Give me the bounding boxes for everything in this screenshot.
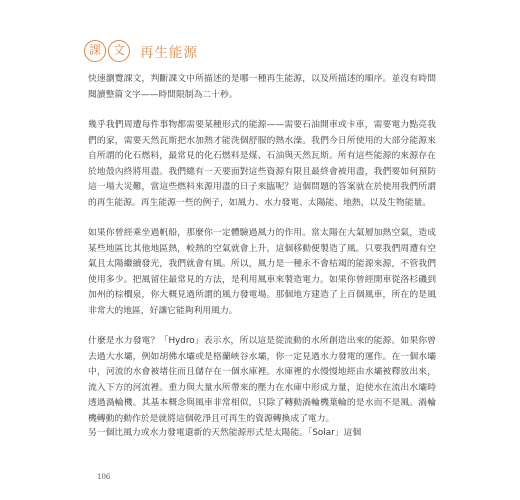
instruction-text: 快速瀏覽課文，判斷課文中所描述的是哪一種再生能源，以及所描述的順序。並沒有時間閱讀整篇文字——時間限制為二十秒。 (88, 74, 436, 100)
page-number: 106 (97, 473, 111, 481)
lesson-badge-2: 文 (108, 40, 130, 62)
body-paragraph-1: 幾乎我們周遭每件事物都需要某種形式的能源——需要石油開車或卡車，需要電力點亮我們的家，需要天然瓦斯把水加熱才能洗個舒服的熱水澡。我們今日所使用的大部分能源來自所謂的化石燃料，最常見的化石燃料是煤、石油與天然瓦斯。所有這些能源的來源存在於地殼內終將用盡。我們總有一天要面對這些資源有限且最終會被用盡，我們要如何預防這一場大災難，當這些燃料來源用盡的日子來臨呢？這個問題的答案就在於使用我們所謂的再生能源。再生能源一些的例子，如風力、水力發電、太陽能、地熱，以及生物能量。 (88, 120, 436, 208)
body-paragraph-2: 如果你曾經乘坐過帆船，那麼你一定體驗過風力的作用。當太陽在大氣層加熱空氣，造成某些地區比其他地區熱，較熱的空氣就會上升，這個移動便製造了風。只要我們周遭有空氣且太陽繼續發光，我們就會有風。所以，風力是一種永不會枯竭的能源來源，不管我們使用多少。把風留住最常見的方法，是利用風車來製造電力。如果你曾經開車從洛杉磯到加州的棕櫚泉，你大概見過所謂的風力發電場。那個地方建造了上百個風車，所在的是風非常大的地區，好讓它能夠利用風力。 (88, 228, 436, 316)
body-paragraph-4: 另一個比風力或水力發電還新的天然能源形式是太陽能。「Solar」這個 (88, 428, 362, 438)
lesson-badge-1: 課 (84, 40, 106, 62)
section-header (84, 39, 198, 63)
section-title: 再生能源 (140, 45, 198, 61)
body-paragraph-3: 什麼是水力發電？「Hydro」表示水，所以這是從流動的水所創造出來的能源。如果你曾去過大水壩，例如胡佛水壩或是格蘭峽谷水壩，你一定見過水力發電的運作。在一個水壩中，河流的水會被堵住而且儲存在一個水庫裡。水庫裡的水慢慢地經由水壩被釋放出來，流入下方的河流裡。重力與大量水所帶來的壓力在水庫中形成力量，迫使水在流出水壩時透過渦輪機。其基本概念與風車非常相似，只除了轉動渦輪機葉輪的是水而不是風。渦輪機轉動的動作於是就將這個乾淨且可再生的資源轉換成了電力。 (88, 336, 436, 424)
